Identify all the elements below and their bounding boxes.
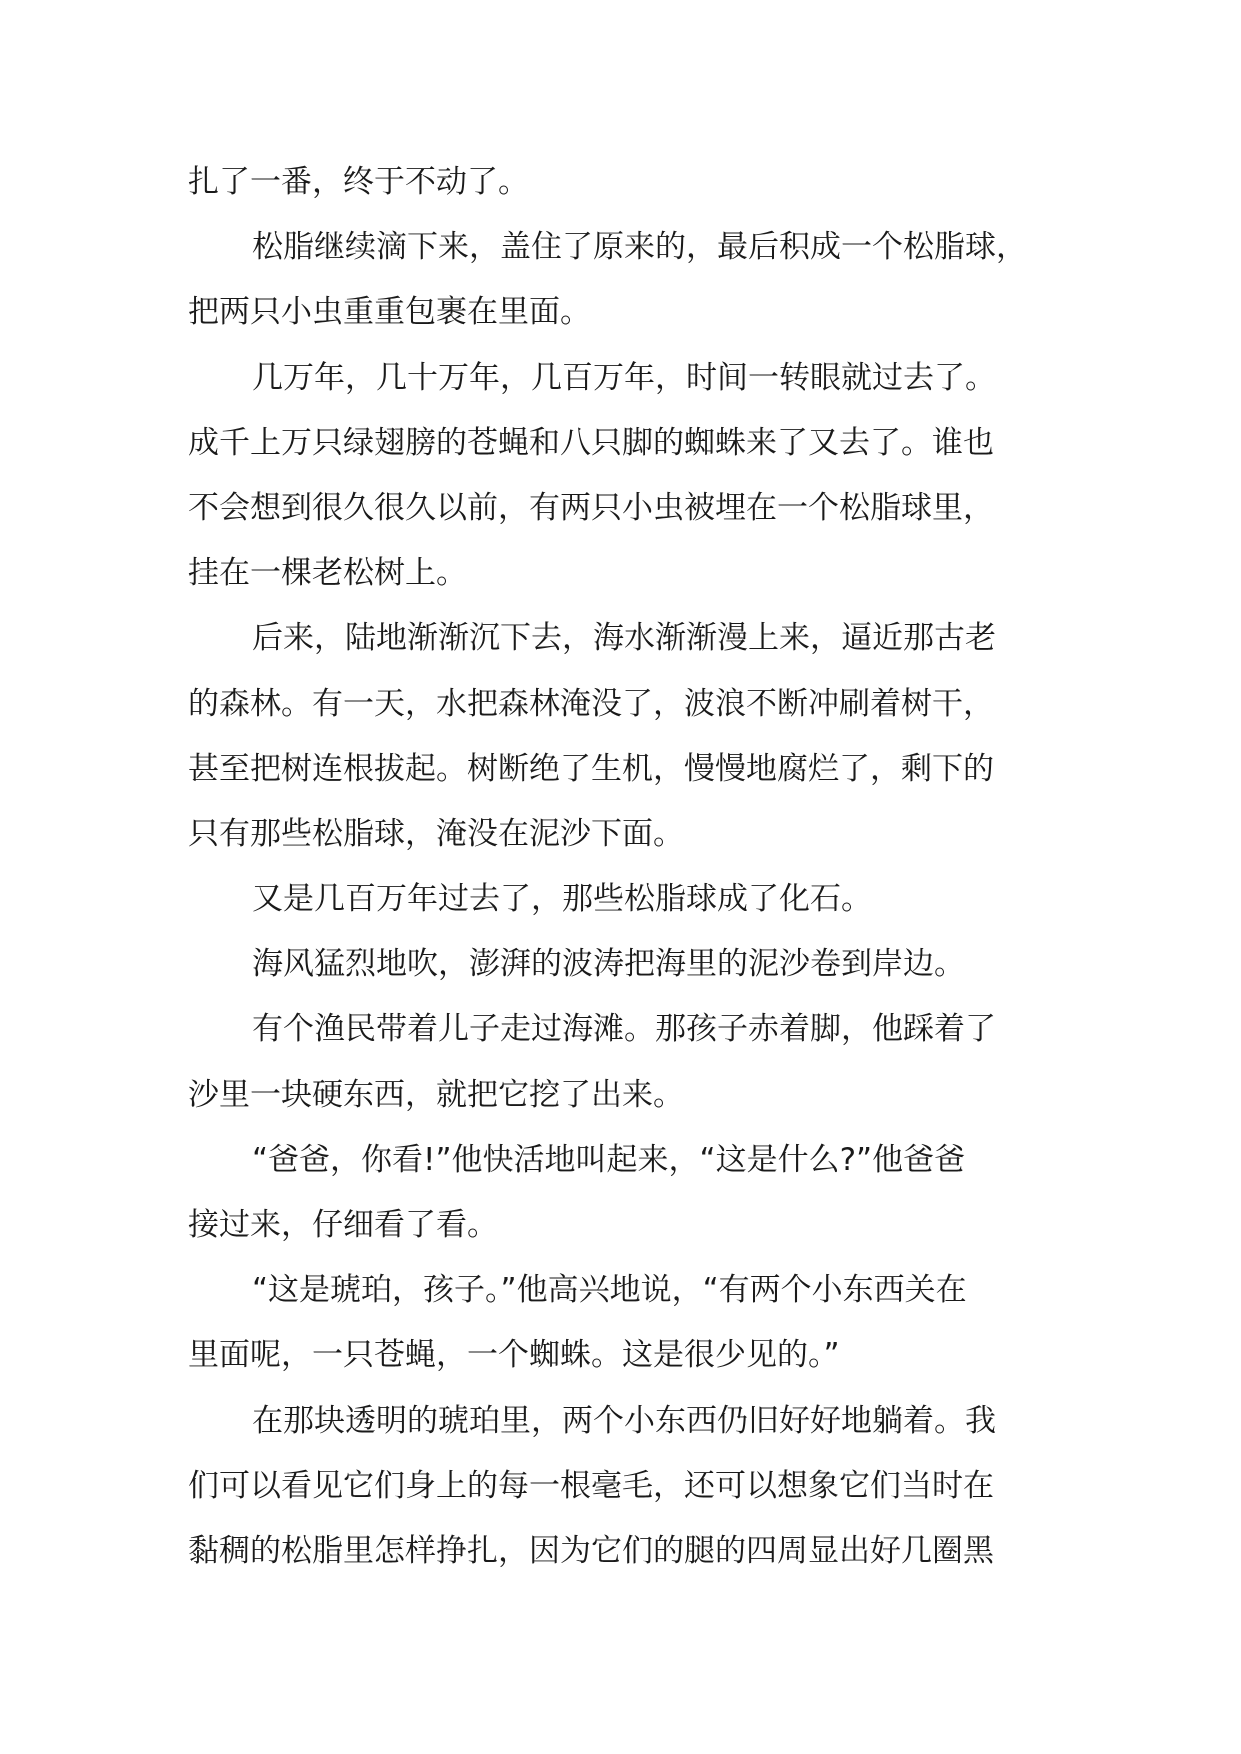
- text-line: 的森林。有一天，水把森林淹没了，波浪不断冲刷着树干，: [188, 685, 994, 722]
- paragraph-first-line: 松脂继续滴下来，盖住了原来的，最后积成一个松脂球，: [252, 229, 1027, 266]
- text-line: 甚至把树连根拔起。树断绝了生机，慢慢地腐烂了，剩下的: [188, 750, 994, 787]
- text-line: 接过来，仔细看了看。: [188, 1207, 498, 1243]
- text-line: 成千上万只绿翅膀的苍蝇和八只脚的蜘蛛来了又去了。谁也: [188, 424, 994, 461]
- text-line: 把两只小虫重重包裹在里面。: [188, 294, 591, 331]
- paragraph-first-line: 又是几百万年过去了，那些松脂球成了化石。: [252, 881, 872, 918]
- body-text: [188, 150, 1088, 1584]
- paragraph-first-line: 有个渔民带着儿子走过海滩。那孩子赤着脚，他踩着了: [252, 1011, 996, 1048]
- text-line: 们可以看见它们身上的每一根毫毛，还可以想象它们当时在: [188, 1467, 994, 1504]
- paragraph-first-line: 在那块透明的琥珀里，两个小东西仍旧好好地躺着。我: [252, 1402, 996, 1439]
- paragraph-first-line: “这是琥珀，孩子。”他高兴地说，“有两个小东西关在: [252, 1272, 967, 1309]
- paragraph-first-line: 几万年，几十万年，几百万年，时间一转眼就过去了。: [252, 359, 996, 396]
- text-line: 里面呢，一只苍蝇，一个蜘蛛。这是很少见的。”: [188, 1337, 840, 1374]
- text-line: 黏稠的松脂里怎样挣扎，因为它们的腿的四周显出好几圈黑: [188, 1532, 994, 1569]
- paragraph-first-line: 后来，陆地渐渐沉下去，海水渐渐漫上来，逼近那古老: [252, 620, 996, 657]
- text-line: 不会想到很久很久以前，有两只小虫被埋在一个松脂球里，: [188, 489, 994, 526]
- text-line: 沙里一块硬东西，就把它挖了出来。: [188, 1076, 684, 1113]
- text-line: 挂在一棵老松树上。: [188, 555, 467, 592]
- text-line: 只有那些松脂球，淹没在泥沙下面。: [188, 815, 684, 852]
- paragraph-first-line: 海风猛烈地吹，澎湃的波涛把海里的泥沙卷到岸边。: [252, 946, 965, 983]
- text-line: 扎了一番，终于不动了。: [188, 164, 529, 200]
- paragraph-first-line: “爸爸，你看!”他快活地叫起来，“这是什么?”他爸爸: [252, 1141, 966, 1178]
